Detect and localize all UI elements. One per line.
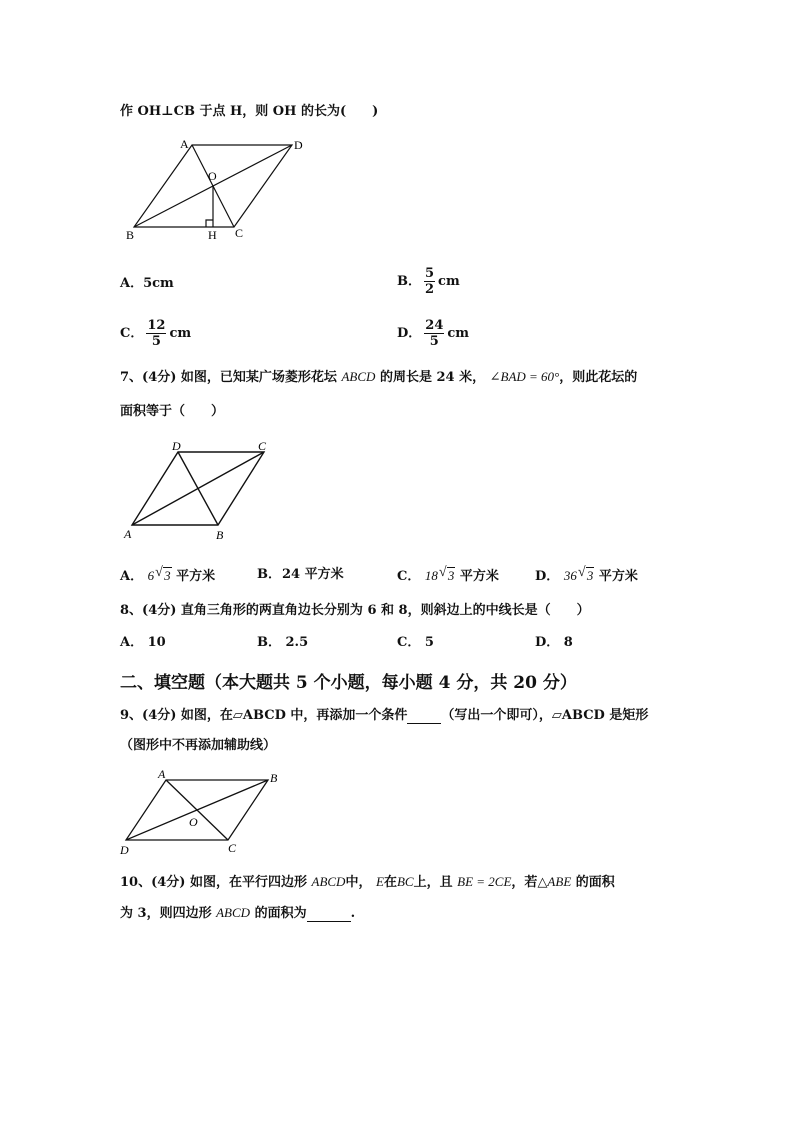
q7-stem-angle: ∠BAD = 60° [489,369,560,384]
q10-var-bc: BC [396,874,414,889]
q7-option-c [397,567,499,585]
q6-label-c: C [235,226,244,240]
section-title: 二、填空题（本大题共 5 个小题，每小题 4 分，共 20 分） [120,673,577,693]
q9-label-o: O [189,815,198,829]
q10-condition: BE = 2CE [457,874,512,889]
q9-stem-line2: （图形中不再添加辅助线） [120,738,277,753]
q8-stem: 8、(4分) 直角三角形的两直角边长分别为 6 和 8，则斜边上的中线长是（ ） [120,603,590,618]
q7-option-a-unit: 平方米 [176,569,216,584]
q10-line2-part2: 的面积为 [254,906,307,921]
q9-label-d: D [120,843,129,857]
q6-label-h: H [208,228,217,242]
q6-stem: 作 OH⊥CB 于点 H，则 OH 的长为( ) [120,104,379,119]
q10-triangle: △ABE [537,874,572,889]
q6-option-b-fraction [424,266,435,297]
q7-stem [120,369,637,386]
q10-stem-part5: ，若 [511,875,538,890]
q6-option-c-fraction [146,318,166,349]
q6-option-d-fraction [424,318,444,349]
q7-diagonal-ac [132,452,264,525]
q6-right-angle-mark [206,220,213,227]
q8-option-c: C． 5 [397,635,434,650]
frac-den: 2 [425,282,435,297]
q7-label-b: B [216,528,224,542]
q6-label-o: O [208,169,217,183]
q6-option-b-unit: cm [438,274,460,289]
q7-option-c-unit: 平方米 [459,569,499,584]
q10-stem-part6: 的面积 [575,875,615,890]
q7-option-c-label: C． [397,569,421,584]
q6-option-a [120,276,174,292]
q10-answer-blank[interactable] [307,908,351,922]
q7-option-d-label: D． [535,569,560,584]
q8-option-a: A． 10 [120,635,166,650]
q10-stem-part4: 上，且 [413,875,453,890]
q6-option-a-label: A． [120,276,144,291]
q7-option-a-radical: √ 3 [163,567,172,584]
q7-option-d-unit: 平方米 [598,569,638,584]
q6-label-d: D [294,138,303,152]
q6-option-c-label: C． [120,326,144,341]
q7-option-d-coef: 36 [563,568,577,583]
frac-num: 5 [425,266,435,281]
q10-stem-part3: 在 [383,875,397,890]
q6-option-b [397,266,460,297]
q7-stem-part1: 7、(4分) 如图，已知某广场菱形花坛 [120,370,337,385]
q7-option-d [535,567,638,585]
q9-figure [118,766,288,861]
q7-option-b: B． [257,567,281,582]
q9-stem-part1: 9、(4分) 如图，在▱ABCD 中，再添加一个条件 [120,708,408,723]
q7-label-a: A [124,527,132,541]
q7-option-d-radical: √ 3 [586,567,595,584]
q6-option-d-label: D． [397,326,422,341]
q10-stem [120,874,615,891]
frac-den: 5 [151,334,161,349]
q9-stem [120,708,648,724]
q7-label-c: C [258,440,267,453]
q9-stem-part2: （写出一个即可），▱ABCD 是矩形 [441,708,649,723]
q7-stem-var: ABCD [341,369,376,384]
q10-stem-part1: 10、(4分) 如图，在平行四边形 [120,875,307,890]
q9-label-b: B [270,771,278,785]
frac-num: 12 [147,318,166,333]
q10-var-e: E [376,874,384,889]
frac-num: 24 [425,318,444,333]
q10-stem-line2 [120,905,355,922]
q7-option-b-value: 24 平方米 [282,567,344,582]
q6-option-d [397,318,469,349]
q6-figure [120,135,320,245]
q10-line2-end: . [350,906,356,921]
q7-option-a [120,567,215,585]
q7-stem-part2: 的周长是 24 米， [379,370,486,385]
q7-option-c-radical: √ 3 [447,567,456,584]
q6-option-d-unit: cm [447,326,470,341]
q6-option-b-label: B． [397,274,421,289]
q10-stem-part2: 中， [345,875,372,890]
q6-option-c-unit: cm [169,326,192,341]
q9-answer-blank[interactable] [407,710,441,724]
q10-line2-var-abcd: ABCD [216,905,251,920]
frac-den: 5 [429,334,439,349]
q7-figure [120,440,285,545]
q10-var-abcd: ABCD [311,874,346,889]
q7-stem-line2: 面积等于（ ） [120,404,225,419]
q7-option-c-coef: 18 [424,568,438,583]
q9-label-c: C [228,841,237,855]
q7-stem-part3: ，则此花坛的 [559,370,638,385]
q6-option-c [120,318,191,349]
q6-label-a: A [180,137,189,151]
q7-option-a-coef: 6 [147,568,155,583]
q9-diagonal-db [126,780,268,840]
q7-option-a-label: A． [120,569,144,584]
q6-option-a-value: 5cm [143,276,174,291]
q10-line2-part1: 为 3，则四边形 [120,906,212,921]
q8-option-d: D． 8 [535,635,573,650]
q9-label-a: A [158,767,166,781]
q8-option-b: B． 2.5 [257,635,309,650]
q6-label-b: B [126,228,135,242]
q7-label-d: D [172,440,181,453]
